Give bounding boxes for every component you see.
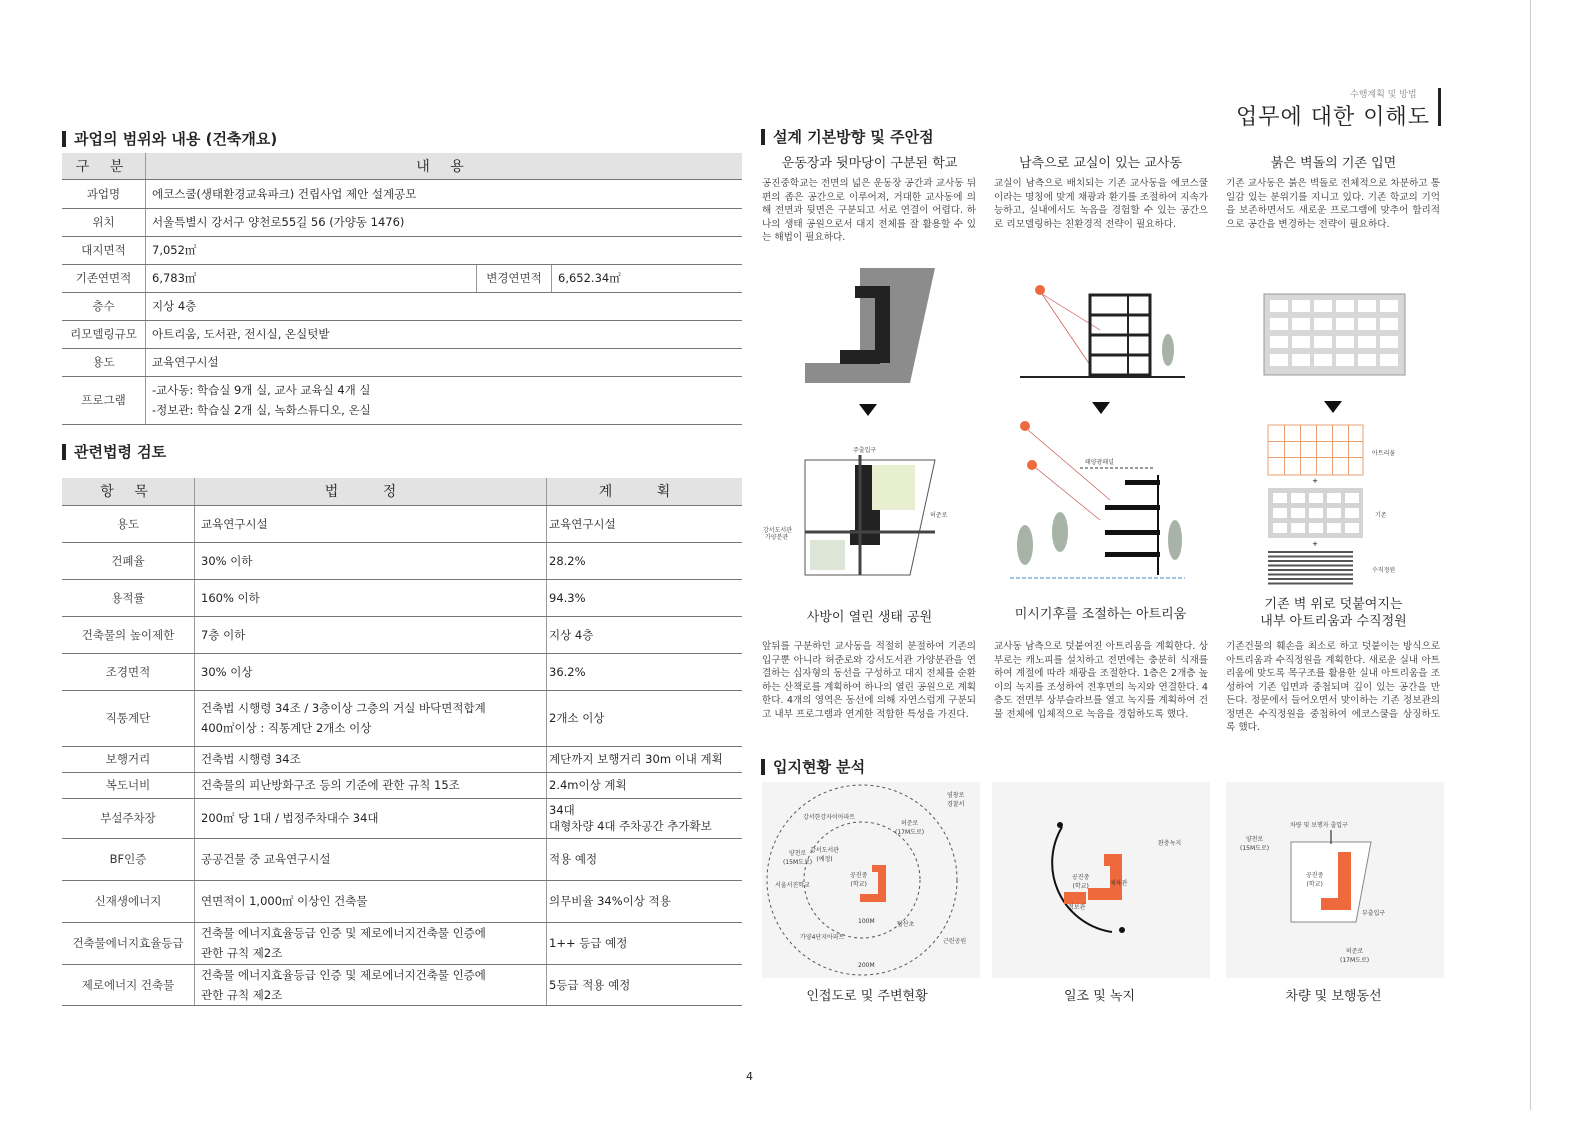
arrow-down-icon: [859, 404, 877, 416]
page-edge-line: [1530, 0, 1531, 1110]
window: [1345, 523, 1359, 533]
table-row: [62, 376, 742, 424]
header-title: 업무에 대한 이해도: [1236, 105, 1431, 130]
plan-text: 지상 4층: [549, 627, 594, 642]
law-item: 용적률: [62, 579, 195, 616]
plan-text: 의무비율 34%이상 적용: [549, 894, 671, 908]
plan-text: 1++ 등급 예정: [549, 936, 628, 950]
table-row: [62, 964, 742, 1005]
map-label: 근린공원: [943, 938, 967, 945]
law-plan: [547, 542, 743, 579]
law-plan: [547, 838, 743, 880]
header-subtitle: 수행계획 및 방법: [1350, 90, 1417, 100]
table-row: [62, 208, 742, 236]
law-standard: [195, 746, 547, 772]
law-standard: [195, 505, 547, 542]
law-item: 조경면적: [62, 653, 195, 690]
window: [1336, 354, 1354, 366]
law-text: 건축물의 피난방화구조 등의 기준에 관한 규칙 15조: [201, 778, 460, 792]
law-plan: [547, 690, 743, 746]
tree-icon: [1052, 512, 1068, 552]
plan-text: 계단까지 보행거리 30m 이내 계획: [549, 752, 723, 766]
diagram-label: 수직정원: [1372, 567, 1396, 574]
map-label: 서울서진학교: [775, 882, 810, 889]
sun-icon: [1119, 927, 1125, 933]
table-row: [62, 772, 742, 798]
row-value: 아트리움, 도서관, 전시실, 온실텃밭: [146, 320, 743, 348]
law-item: 보행거리: [62, 746, 195, 772]
row-label-2: 변경연면적: [477, 264, 552, 292]
map-caption: 차량 및 보행동선: [1285, 989, 1382, 1004]
row-value: 6,783㎡: [146, 264, 477, 292]
sun-icon: [1057, 822, 1063, 828]
diagram-label: 태양광패널: [1085, 459, 1114, 466]
window: [1309, 508, 1323, 518]
green-area: [870, 465, 915, 510]
map-label: 허준로 (17M도로): [895, 820, 925, 836]
plan-text: 교육연구시설: [549, 516, 616, 531]
law-item: 제로에너지 건축물: [62, 964, 195, 1005]
window: [1309, 523, 1323, 533]
map-label: 가양4단지아파트: [800, 934, 845, 941]
page-number: 4: [746, 1070, 753, 1083]
law-plan: [547, 922, 743, 964]
map-label: 강서도서관 (예정): [810, 847, 839, 863]
window: [1270, 336, 1288, 348]
plan-text: 34대: [549, 803, 575, 817]
atrium-transom: [1268, 441, 1363, 442]
building-block: [840, 350, 880, 364]
plan-text: 대형차량 4대 주차공간 추가확보: [549, 819, 712, 833]
map-label: 강서한강자이아파트: [803, 814, 856, 821]
program-line: -정보관: 학습실 2개 실, 녹화스튜디오, 온실: [152, 403, 371, 417]
law-col-header: 항 목: [62, 478, 195, 505]
map-label: 양천로 (15M도로): [1240, 836, 1270, 852]
law-item: 신재생에너지: [62, 880, 195, 922]
site-map-traffic: [1226, 782, 1444, 978]
law-standard: [195, 964, 547, 1005]
table-row: [62, 264, 742, 292]
scope-body: [62, 180, 742, 425]
row-value: 에코스쿨(생태환경교육파크) 건립사업 제안 설계공모: [146, 180, 743, 208]
sun-ray: [1036, 468, 1100, 520]
law-item: 건축물에너지효율등급: [62, 922, 195, 964]
law-text: 공공건물 중 교육연구시설: [201, 852, 331, 866]
map-label: 공진중 (학교): [1306, 872, 1324, 888]
diagram-label: 아트리움: [1372, 450, 1396, 457]
design-caption: 사방이 열린 생태 공원: [806, 610, 933, 625]
map-label: 정보관: [1068, 904, 1086, 911]
diagram-label: 가양분관: [765, 534, 789, 541]
window: [1273, 523, 1287, 533]
tree-icon: [1168, 520, 1182, 560]
row-value: 7,052㎡: [146, 236, 743, 264]
green-area: [810, 540, 845, 570]
table-row: [62, 616, 742, 653]
law-plan: [547, 579, 743, 616]
law-text: 400㎡이상 : 직통계단 2개소 이상: [201, 721, 372, 735]
diagram-label: 강서도서관: [763, 527, 792, 534]
table-row: [62, 746, 742, 772]
diagram-label: 주출입구: [853, 447, 877, 454]
sun-icon: [1027, 460, 1037, 470]
map-label: 부출입구: [1362, 910, 1386, 917]
field: [805, 268, 860, 363]
design-heading: 붉은 벽돌의 기존 입면: [1270, 156, 1397, 171]
arrow-down-icon: [1324, 401, 1342, 413]
window: [1380, 300, 1398, 312]
planter-line: [1268, 578, 1353, 580]
atrium-mullion: [1300, 425, 1301, 475]
plan-text: 28.2%: [549, 553, 586, 568]
table-row: [62, 922, 742, 964]
law-text: 160% 이하: [201, 590, 260, 605]
row-value: 서울특별시 강서구 양천로55길 56 (가양동 1476): [146, 208, 743, 236]
law-text: 건축물 에너지효율등급 인증 및 제로에너지건축물 인증에: [201, 926, 486, 940]
row-label: 용도: [62, 348, 146, 376]
window: [1314, 354, 1332, 366]
facade-diagram: [1262, 292, 1407, 377]
table-row: [62, 236, 742, 264]
design-text: 기존 교사동은 붉은 벽돌로 전체적으로 차분하고 통일감 있는 분위기를 지니고 있다. 기존 학교의 기억을 보존하면서도 새로운 프로그램에 맞추어 합리적으로 공간을 변경하는 전략이 필요하다.: [1226, 178, 1440, 230]
window: [1345, 493, 1359, 503]
planter-line: [1268, 583, 1353, 585]
law-plan: [547, 798, 743, 838]
law-text: 관한 규칙 제2조: [201, 946, 283, 960]
planter-line: [1268, 560, 1353, 562]
window: [1380, 336, 1398, 348]
table-row: [62, 690, 742, 746]
window: [1327, 523, 1341, 533]
window: [1291, 508, 1305, 518]
design-heading: 남측으로 교실이 있는 교사동: [1018, 156, 1183, 171]
row-label: 리모델링규모: [62, 320, 146, 348]
atrium-mullion: [1348, 425, 1349, 475]
plan-text: 36.2%: [549, 664, 586, 679]
law-item: 건폐율: [62, 542, 195, 579]
window: [1358, 336, 1376, 348]
window: [1358, 354, 1376, 366]
plan-text: 2.4m이상 계획: [549, 778, 627, 792]
law-standard: [195, 838, 547, 880]
law-plan: [547, 653, 743, 690]
row-label: 위치: [62, 208, 146, 236]
map-label: 200M: [858, 962, 875, 969]
row-label: 프로그램: [62, 376, 146, 424]
atrium-section-diagram: [1010, 420, 1185, 585]
svg-text:+: +: [1312, 477, 1318, 485]
tree-icon: [1017, 525, 1033, 565]
design-caption: 기존 벽 위로 덧붙여지는 내부 아트리움과 수직정원: [1260, 597, 1407, 629]
planter-line: [1268, 565, 1353, 567]
window: [1314, 318, 1332, 330]
map-label: 완충녹지: [1158, 840, 1182, 847]
law-item: BF인증: [62, 838, 195, 880]
law-plan: [547, 746, 743, 772]
window: [1291, 493, 1305, 503]
row-label: 층수: [62, 292, 146, 320]
scope-table: [62, 153, 742, 180]
law-table: [62, 478, 742, 1006]
plan-text: 5등급 적용 예정: [549, 977, 631, 992]
map-label: 양천로 (15M도로): [783, 850, 813, 866]
diagram-label: 기존: [1375, 512, 1387, 519]
sun-ray: [1042, 294, 1090, 365]
map-label: 탑산초: [897, 921, 915, 928]
law-text: 30% 이상: [201, 664, 253, 679]
window: [1380, 318, 1398, 330]
row-value: 교육연구시설: [146, 348, 743, 376]
row-label: 대지면적: [62, 236, 146, 264]
law-plan: [547, 505, 743, 542]
diagram-label: 허준로: [930, 512, 948, 519]
law-text: 7층 이하: [201, 627, 246, 642]
row-label: 기존연면적: [62, 264, 146, 292]
sun-section-diagram: [1020, 280, 1185, 385]
window: [1309, 493, 1323, 503]
scope-title: 과업의 범위와 내용 (건축개요): [62, 131, 277, 147]
plan-text: 2개소 이상: [549, 711, 605, 725]
law-col-header: 계 획: [547, 478, 743, 505]
table-row: [62, 579, 742, 616]
planter-line: [1268, 569, 1353, 571]
law-plan: [547, 616, 743, 653]
table-row: [62, 180, 742, 208]
window: [1336, 300, 1354, 312]
planter-line: [1268, 574, 1353, 576]
svg-text:+: +: [1312, 540, 1318, 548]
window: [1270, 318, 1288, 330]
sun-icon: [1020, 421, 1030, 431]
layer-diagram: [1265, 423, 1370, 588]
window: [1292, 318, 1310, 330]
table-row: [62, 348, 742, 376]
table-row: [62, 320, 742, 348]
scope-col-header: 구 분: [62, 153, 146, 179]
window: [1270, 300, 1288, 312]
slab: [1105, 530, 1160, 535]
window: [1345, 508, 1359, 518]
design-text: 기존건물의 훼손을 최소로 하고 덧붙이는 방식으로 아트리움과 수직정원을 계획한다. 새로운 실내 아트리움에 맞도록 목구조를 활용한 실내 아트리움을 조성하여 기존 입면과 중첩되며 깊이 있는 공간을 만든다. 정문에서 들어오면서 맞이하는 기존 정보관의 정면은 수직정원을 중첩하여 에코스쿨을 상징하도록 했다.: [1226, 641, 1440, 733]
law-text: 건축법 시행령 34조 / 3층이상 그층의 거실 바닥면적합계: [201, 701, 486, 715]
arrow-down-icon: [1092, 402, 1110, 414]
law-plan: [547, 772, 743, 798]
atrium-mullion: [1284, 425, 1285, 475]
design-text: 교사동 남측으로 덧붙여진 아트리움을 계획한다. 상부로는 캐노피를 설치하고 전면에는 충분히 식재를 하여 계절에 따라 채광을 조절한다. 1층은 2개층 높이의 녹지를 조성하여 전후면의 녹지와 연결한다. 4층도 전면부 상부슬라브를 열고 녹지를 계획하여 건물 전체에 입체적으로 녹음을 경험하도록 했다.: [994, 641, 1208, 720]
atrium-transom: [1268, 457, 1363, 458]
eco-park-diagram: [800, 450, 940, 580]
law-plan: [547, 964, 743, 1005]
design-caption: 미시기후를 조절하는 아트리움: [1014, 607, 1187, 622]
window: [1314, 300, 1332, 312]
window: [1336, 318, 1354, 330]
law-standard: [195, 798, 547, 838]
window: [1336, 336, 1354, 348]
map-label: 공진중 (학교): [1072, 874, 1090, 890]
design-title: 설계 기본방향 및 주안점: [761, 129, 934, 145]
plan-text: 적용 예정: [549, 852, 598, 866]
law-item: 부설주차장: [62, 798, 195, 838]
slab: [1105, 505, 1160, 510]
law-text: 교육연구시설: [201, 516, 268, 531]
window: [1358, 300, 1376, 312]
plan-text: 94.3%: [549, 590, 586, 605]
window: [1292, 336, 1310, 348]
planter-line: [1268, 556, 1353, 558]
window: [1292, 300, 1310, 312]
law-text: 건축법 시행령 34조: [201, 752, 301, 766]
law-title: 관련법령 검토: [62, 444, 166, 460]
law-col-header: 법 정: [195, 478, 547, 505]
table-row: [62, 505, 742, 542]
table-row: [62, 798, 742, 838]
map-label: 차량 및 보행자 출입구: [1290, 822, 1348, 829]
window: [1273, 493, 1287, 503]
table-row: [62, 292, 742, 320]
map-label: 100M: [858, 918, 875, 925]
window: [1273, 508, 1287, 518]
header-bar: [1438, 88, 1441, 126]
design-text: 앞뒤를 구분하던 교사동을 적절히 분절하여 기존의 입구뿐 아니라 허준로와 강서도서관 가양분관을 연결하는 십자형의 동선을 구성하고 대지 전체를 순환하는 산책로를 계획하여 하나의 열린 공원으로 계획한다. 4개의 영역은 동선에 의해 자연스럽게 구분되고 내부 프로그램과 연계한 적합한 특성을 가진다.: [762, 641, 976, 720]
law-text: 30% 이하: [201, 553, 253, 568]
window: [1314, 336, 1332, 348]
table-row: [62, 653, 742, 690]
sun-icon: [1035, 285, 1045, 295]
window: [1291, 523, 1305, 533]
atrium-mullion: [1332, 425, 1333, 475]
law-text: 관한 규칙 제2조: [201, 987, 283, 1002]
law-item: 복도너비: [62, 772, 195, 798]
law-text: 건축물 에너지효율등급 인증 및 제로에너지건축물 인증에: [201, 967, 486, 982]
map-label: 허준로 (17M도로): [1340, 948, 1370, 964]
program-line: -교사동: 학습실 9개 실, 교사 교육실 4개 실: [152, 383, 371, 397]
window: [1270, 354, 1288, 366]
row-value: 지상 4층: [146, 292, 743, 320]
row-value-2: 6,652.34㎡: [552, 264, 743, 292]
law-standard: [195, 579, 547, 616]
site-title: 입지현황 분석: [761, 759, 865, 775]
map-label: 공진중 (학교): [850, 872, 868, 888]
design-text: 교실이 남측으로 배치되는 기존 교사동을 에코스쿨이라는 명칭에 맞게 채광과 환기를 조절하여 지속가능하고, 실내에서도 녹음을 경험할 수 있는 공간으로 리모델링하는 친환경적 전략이 필요하다.: [994, 178, 1208, 230]
map-caption: 인접도로 및 주변현황: [806, 989, 928, 1004]
site-map-sun: [992, 782, 1210, 978]
map-caption: 일조 및 녹지: [1063, 989, 1136, 1004]
map-label: 염창로 경찰서: [947, 792, 965, 808]
law-item: 용도: [62, 505, 195, 542]
slab: [1105, 552, 1160, 557]
law-item: 직통계단: [62, 690, 195, 746]
law-standard: [195, 653, 547, 690]
law-text: 연면적이 1,000㎡ 이상인 건축물: [201, 894, 368, 908]
window: [1292, 354, 1310, 366]
law-item: 건축물의 높이제한: [62, 616, 195, 653]
site-plan-diagram: [800, 258, 940, 388]
window: [1327, 493, 1341, 503]
atrium-mullion: [1316, 425, 1317, 475]
window: [1358, 318, 1376, 330]
window: [1327, 508, 1341, 518]
law-standard: [195, 690, 547, 746]
table-row: [62, 838, 742, 880]
planter-line: [1268, 551, 1353, 553]
law-plan: [547, 880, 743, 922]
design-heading: 운동장과 뒷마당이 구분된 학교: [781, 156, 958, 171]
scope-col-header: 내 용: [146, 153, 743, 179]
law-standard: [195, 880, 547, 922]
window: [1380, 354, 1398, 366]
map-label: 체육관: [1110, 880, 1128, 887]
row-label: 과업명: [62, 180, 146, 208]
law-standard: [195, 616, 547, 653]
law-standard: [195, 542, 547, 579]
table-row: [62, 542, 742, 579]
design-text: 공진중학교는 전면의 넓은 운동장 공간과 교사동 뒤편의 좁은 공간으로 이루어져, 거대한 교사동에 의해 전면과 뒷면은 구분되고 서로 연결이 어렵다. 하나의 생태 공원으로서 대지 전체를 잘 활용할 수 있는 해법이 필요하다.: [762, 178, 976, 243]
table-row: [62, 880, 742, 922]
law-text: 200㎡ 당 1대 / 법정주차대수 34대: [201, 811, 379, 825]
law-standard: [195, 922, 547, 964]
slab: [1125, 480, 1160, 485]
law-standard: [195, 772, 547, 798]
tree-icon: [1162, 334, 1174, 366]
